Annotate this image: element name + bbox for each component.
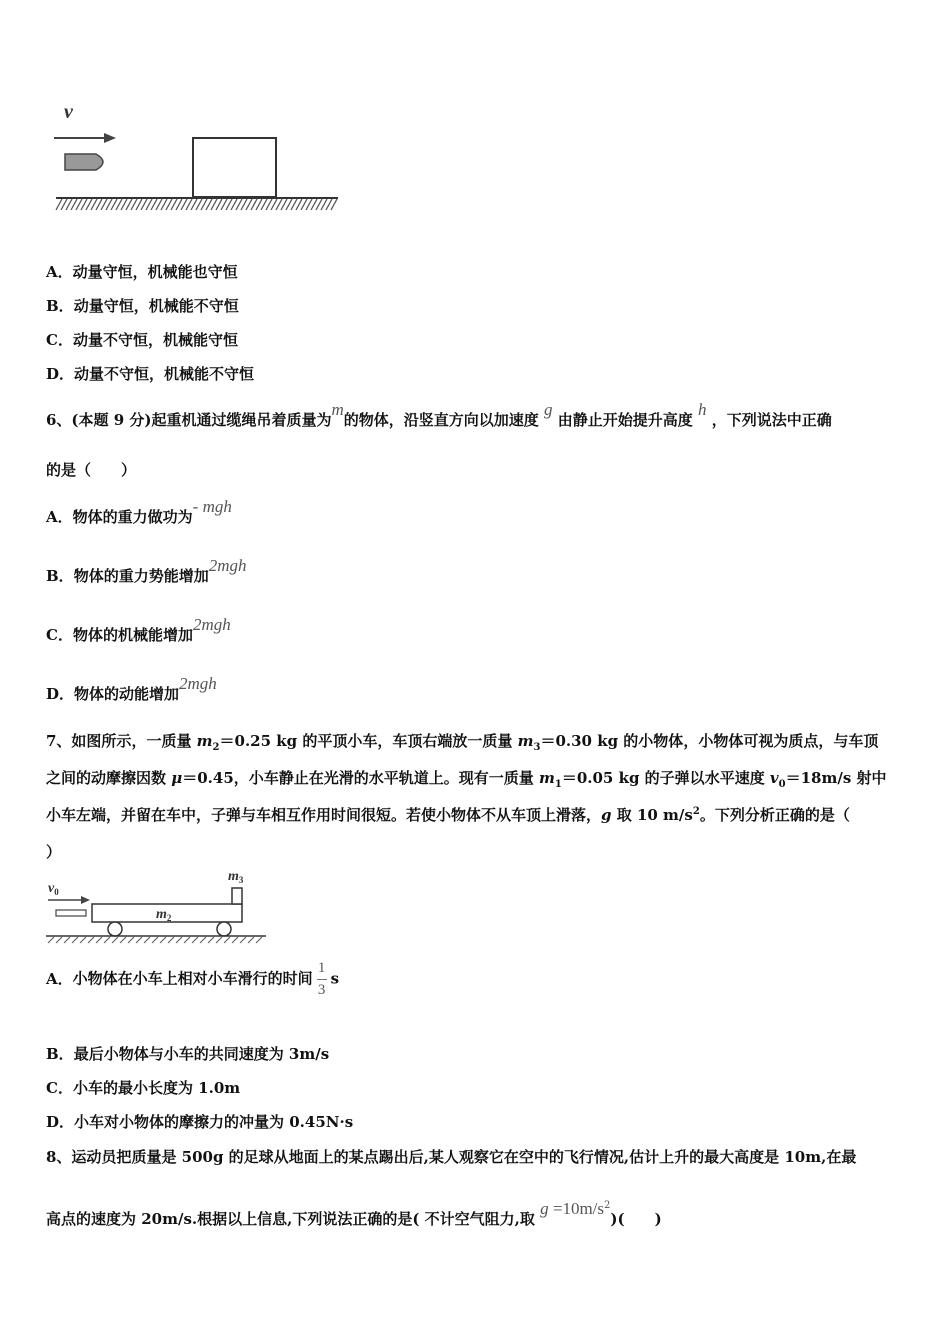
ground-hatch	[56, 199, 337, 210]
q5-option-b[interactable]	[46, 295, 239, 316]
q7-option-a[interactable]	[46, 960, 339, 999]
q6-option-c[interactable]	[46, 615, 231, 645]
superscript: 2	[692, 806, 700, 817]
wheel-right	[217, 922, 231, 936]
option-text: 动量不守恒，机械能守恒	[72, 331, 238, 349]
fraction-numerator: 1	[317, 960, 326, 976]
subscript: 1	[554, 779, 562, 790]
option-letter: D．	[46, 1113, 75, 1131]
bullet-block-figure	[50, 98, 350, 218]
option-text: 小车对小物体的摩擦力的冲量为 0.45N·s	[74, 1113, 354, 1131]
track-hatch	[48, 937, 262, 943]
velocity-arrow	[54, 133, 116, 143]
velocity-label: v	[64, 101, 73, 123]
block	[193, 138, 276, 197]
math-var-g: g	[601, 806, 612, 824]
stem-text: ，下列说法中正确	[711, 411, 832, 429]
stem-text: 取 10 m/s	[611, 806, 693, 824]
stem-text: )( )	[610, 1210, 662, 1228]
subscript: 2	[212, 742, 220, 753]
q7-stem-line3	[46, 804, 850, 825]
option-text: 物体的重力做功为	[72, 508, 193, 526]
math-var-v0: v	[769, 769, 779, 787]
stem-text: ＝0.25 kg 的平顶小车，车顶右端放一质量	[219, 732, 518, 750]
option-letter: C．	[46, 331, 73, 349]
subscript: 3	[533, 742, 541, 753]
stem-text: ＝18m/s 射中	[785, 769, 887, 787]
q7-stem-line2	[46, 767, 887, 790]
stem-text: ＝0.45，小车静止在光滑的水平轨道上。现有一质量	[182, 769, 539, 787]
q7-stem-line1	[46, 730, 878, 753]
option-letter: C．	[46, 1079, 73, 1097]
superscript: 2	[604, 1200, 611, 1211]
stem-text: ＝0.30 kg 的小物体，小物体可视为质点，与车顶	[540, 732, 879, 750]
option-unit: s	[330, 969, 340, 988]
m2-label: $m_2$	[156, 907, 172, 923]
v0-label: $v_0$	[48, 881, 59, 897]
option-text: 动量守恒，机械能不守恒	[73, 297, 239, 315]
math-var-mu: μ	[171, 769, 183, 787]
math-expression: =10m/s	[548, 1199, 605, 1218]
q6-option-a[interactable]	[46, 497, 232, 527]
stem-text: 6、(本题 9 分)起重机通过缆绳吊着质量为	[46, 411, 332, 429]
q8-stem-line1: 8、运动员把质量是 500g 的足球从地面上的某点踢出后,某人观察它在空中的飞行情况,估计上升的最大高度是 10m,在最	[46, 1148, 857, 1166]
q5-option-a[interactable]	[46, 261, 238, 282]
option-letter: B．	[46, 297, 74, 315]
math-var-g: g	[544, 400, 553, 419]
math-var-m: m	[331, 400, 344, 419]
bullet	[65, 154, 103, 170]
stem-text: 7、如图所示，一质量	[46, 732, 197, 750]
stem-text: 高点的速度为 20m/s.根据以上信息,下列说法正确的是( 不计空气阻力,取	[46, 1210, 535, 1228]
q7-option-b[interactable]	[46, 1043, 329, 1064]
option-text: 物体的动能增加	[74, 685, 180, 703]
math-var-h: h	[698, 400, 707, 419]
bullet	[56, 910, 86, 916]
option-text: 动量守恒，机械能也守恒	[72, 263, 238, 281]
fraction-denominator: 3	[317, 982, 326, 998]
stem-text: ＝0.05 kg 的子弹以水平速度	[561, 769, 770, 787]
v0-arrow	[48, 896, 90, 904]
fraction-one-third	[317, 960, 327, 999]
math-var-g: g	[540, 1199, 549, 1218]
option-text: 物体的机械能增加	[72, 626, 193, 644]
stem-text: 由静止开始提升高度	[557, 411, 693, 429]
option-math: 2mgh	[208, 556, 247, 575]
q7-option-d[interactable]	[46, 1111, 353, 1132]
option-text: 物体的重力势能增加	[73, 567, 209, 585]
option-text: 动量不守恒，机械能不守恒	[74, 365, 255, 383]
stem-text: 之间的动摩擦因数	[46, 769, 172, 787]
option-letter: B．	[46, 1045, 74, 1063]
option-letter: B．	[46, 567, 74, 585]
q6-option-b[interactable]	[46, 556, 247, 586]
option-text: 小物体在小车上相对小车滑行的时间	[72, 969, 313, 988]
option-letter: A．	[46, 969, 73, 988]
q6-stem-line1	[46, 400, 832, 430]
subscript: 0	[778, 779, 786, 790]
q5-option-d[interactable]	[46, 363, 254, 384]
m3-label: $m_3$	[228, 869, 244, 885]
option-text: 最后小物体与小车的共同速度为 3m/s	[73, 1045, 330, 1063]
option-math: 2mgh	[179, 674, 217, 693]
math-var-m3: m	[517, 732, 534, 750]
option-letter: C．	[46, 626, 73, 644]
q7-stem-line4: ）	[46, 843, 62, 861]
option-math: - mgh	[192, 497, 232, 516]
option-letter: D．	[46, 685, 75, 703]
math-var-m1: m	[538, 769, 555, 787]
option-letter: A．	[46, 508, 73, 526]
option-letter: D．	[46, 365, 75, 383]
q8-stem-line2	[46, 1199, 662, 1229]
option-text: 小车的最小长度为 1.0m	[72, 1079, 241, 1097]
cart-figure	[44, 866, 270, 946]
q7-option-c[interactable]	[46, 1077, 240, 1098]
stem-text: 的物体，沿竖直方向以加速度	[343, 411, 539, 429]
option-math: 2mgh	[192, 615, 231, 634]
math-var-m2: m	[196, 732, 213, 750]
stem-text: 小车左端，并留在车中，子弹与车相互作用时间很短。若使小物体不从车顶上滑落，	[46, 806, 602, 824]
wheel-left	[108, 922, 122, 936]
option-letter: A．	[46, 263, 73, 281]
small-block	[232, 888, 242, 904]
q5-option-c[interactable]	[46, 329, 238, 350]
q6-stem-line2: 的是（ ）	[46, 461, 137, 479]
q6-option-d[interactable]	[46, 674, 217, 704]
stem-text: 。下列分析正确的是（	[699, 806, 850, 824]
